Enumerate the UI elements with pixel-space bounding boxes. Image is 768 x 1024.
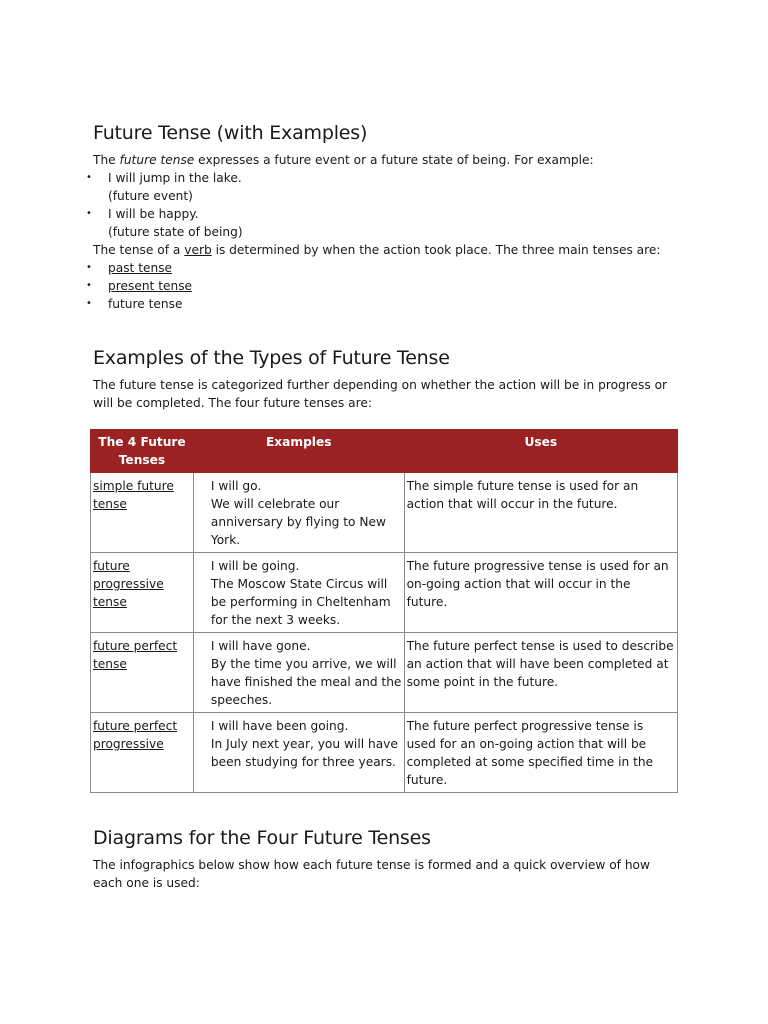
tense-text-start: The tense of a (93, 243, 185, 257)
bullet-icon: • (86, 262, 92, 273)
examples-cell (193, 553, 404, 633)
document-page (86, 120, 683, 892)
header-examples: Examples (193, 430, 404, 473)
intro-text-end: expresses a future event or a future state of being. For example: (194, 153, 594, 167)
uses-cell: The future progressive tense is used for an on-going action that will occur in the future. (404, 553, 677, 633)
section-title-diagrams: Diagrams for the Four Future Tenses (93, 827, 431, 849)
future-tenses-table (90, 429, 678, 793)
list-item (86, 295, 683, 313)
bullet-icon: • (86, 298, 92, 309)
table-row (91, 713, 678, 793)
example-line: By the time you arrive, we will have finished the meal and the speeches. (210, 657, 402, 707)
verb-link[interactable]: verb (184, 243, 212, 257)
main-tenses-list (86, 259, 683, 313)
list-item (86, 169, 683, 205)
example-sentence: I will be happy. (108, 207, 199, 221)
future-tense-intro (93, 151, 683, 169)
example-line: I will have been going. (210, 719, 349, 733)
future-perfect-tense-link[interactable]: future perfect tense (93, 639, 178, 671)
example-note: (future state of being) (108, 225, 243, 239)
past-tense-link[interactable]: past tense (108, 261, 173, 275)
table-row (91, 633, 678, 713)
diagrams-intro: The infographics below show how each future tense is formed and a quick overview of how each one is used: (93, 858, 650, 890)
intro-text-start: The (93, 153, 120, 167)
future-progressive-tense-link[interactable]: future progressive tense (93, 559, 164, 609)
uses-cell: The future perfect tense is used to describe an action that will have been completed at some point in the future. (404, 633, 677, 713)
list-item[interactable] (86, 277, 683, 295)
header-uses: Uses (404, 430, 677, 473)
section-title-types: Examples of the Types of Future Tense (93, 347, 450, 369)
types-intro: The future tense is categorized further depending on whether the action will be in progress or will be completed. The four future tenses are: (93, 378, 668, 410)
tense-cell (91, 713, 194, 793)
future-perfect-progressive-link[interactable]: future perfect progressive (93, 719, 178, 751)
table-row (91, 473, 678, 553)
uses-cell: The simple future tense is used for an action that will occur in the future. (404, 473, 677, 553)
present-tense-link[interactable]: present tense (108, 279, 193, 293)
example-line: I will go. (210, 479, 262, 493)
example-line: I will have gone. (210, 639, 311, 653)
example-line: In July next year, you will have been studying for three years. (210, 737, 398, 769)
tense-cell (91, 473, 194, 553)
examples-cell (193, 633, 404, 713)
table-row (91, 553, 678, 633)
example-note: (future event) (108, 189, 193, 203)
header-tenses: The 4 Future Tenses (91, 430, 194, 473)
uses-cell: The future perfect progressive tense is used for an on-going action that will be completed at some specified time in the future. (404, 713, 677, 793)
future-example-list (86, 169, 683, 241)
intro-term-future-tense: future tense (119, 153, 195, 167)
main-tenses-intro (93, 241, 683, 259)
example-line: We will celebrate our anniversary by flying to New York. (210, 497, 386, 547)
list-item[interactable] (86, 259, 683, 277)
simple-future-tense-link[interactable]: simple future tense (93, 479, 174, 511)
table-header-row (91, 430, 678, 473)
examples-cell (193, 473, 404, 553)
bullet-icon: • (86, 208, 92, 219)
tense-cell (91, 553, 194, 633)
tense-cell (91, 633, 194, 713)
example-line: I will be going. (210, 559, 300, 573)
examples-cell (193, 713, 404, 793)
section-title-future-tense: Future Tense (with Examples) (93, 122, 368, 144)
example-line: The Moscow State Circus will be performing in Cheltenham for the next 3 weeks. (210, 577, 391, 627)
tense-text-end: is determined by when the action took place. The three main tenses are: (211, 243, 661, 257)
future-tense-item: future tense (108, 297, 183, 311)
bullet-icon: • (86, 280, 92, 291)
list-item (86, 205, 683, 241)
bullet-icon: • (86, 172, 92, 183)
example-sentence: I will jump in the lake. (108, 171, 242, 185)
